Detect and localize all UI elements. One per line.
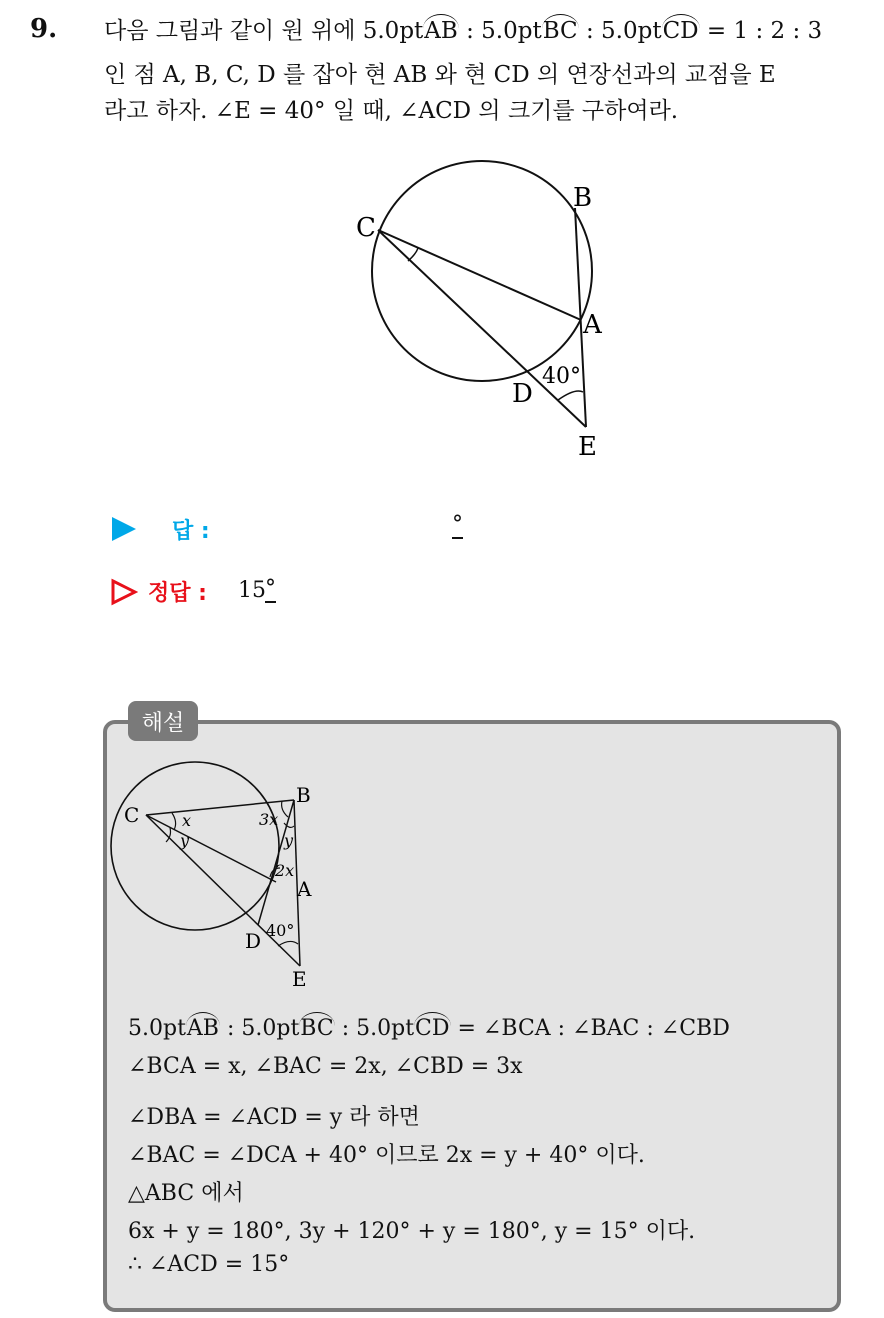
sol-arc-cd: CD	[414, 1012, 450, 1040]
sol-arc-3x	[282, 801, 288, 817]
solution-line-2: ∠BCA = x, ∠BAC = 2x, ∠CBD = 3x	[128, 1054, 523, 1079]
correct-answer-value: 15	[238, 578, 266, 603]
angle-label-40: 40°	[542, 364, 581, 389]
answer-label: 답 :	[172, 519, 210, 544]
label-e: E	[578, 432, 597, 462]
sol-label-a: A	[297, 877, 312, 901]
solution-line-7: ∴ ∠ACD = 15°	[128, 1252, 290, 1277]
answer-input[interactable]: °	[452, 512, 463, 537]
question-number: 9.	[30, 14, 58, 44]
question-line-2: 인 점 A, B, C, D 를 잡아 현 AB 와 현 CD 의 연장선과의 교점을 E	[104, 62, 776, 88]
arc-bc: BC	[542, 14, 579, 43]
sol-label-b: B	[296, 783, 311, 807]
solution-line-1	[128, 1012, 730, 1041]
solution-line-4: ∠BAC = ∠DCA + 40° 이므로 2x = y + 40° 이다.	[128, 1143, 645, 1168]
question-text-1b: = 1 : 2 : 3	[699, 18, 823, 44]
sol-arc-40	[278, 941, 298, 946]
sol-arc-bc: BC	[299, 1012, 334, 1040]
sol-label-d: D	[245, 929, 262, 953]
label-a: A	[583, 310, 602, 340]
sol-sep-1: : 5.0pt	[219, 1016, 300, 1041]
question-line-3: 라고 하자. ∠E = 40° 일 때, ∠ACD 의 크기를 구하여라.	[104, 98, 679, 124]
correct-answer-unit: °	[265, 576, 276, 601]
correct-answer-label: 정답 :	[148, 581, 207, 606]
solution-line-6: 6x + y = 180°, 3y + 120° + y = 180°, y = 15° 이다.	[128, 1219, 696, 1244]
question-text-1a: 다음 그림과 같이 원 위에 5.0pt	[104, 18, 424, 44]
question-sep-2: : 5.0pt	[578, 18, 662, 44]
label-b: B	[573, 183, 593, 213]
sol-angle-40: 40°	[266, 921, 295, 940]
sol-var-y1: y	[180, 831, 190, 850]
sol-arc-x	[172, 813, 176, 830]
sol-arc-ab: AB	[186, 1012, 220, 1040]
sol-label-c: C	[124, 803, 140, 827]
sol-text-1b: = ∠BCA : ∠BAC : ∠CBD	[450, 1016, 730, 1041]
sol-var-3x: 3x	[259, 810, 279, 829]
label-c: C	[356, 213, 376, 243]
sol-var-y2: y	[284, 831, 294, 850]
sol-var-2x: 2x	[275, 861, 295, 880]
arc-cd: CD	[662, 14, 700, 43]
solution-line-5: △ABC 에서	[128, 1181, 244, 1206]
sol-arc-y2	[284, 823, 294, 827]
question-sep-1: : 5.0pt	[458, 18, 542, 44]
arc-ab: AB	[423, 14, 459, 43]
sol-var-x: x	[182, 811, 192, 830]
label-d: D	[512, 379, 533, 409]
solution-tag: 해설	[128, 701, 198, 741]
sol-text-1a: 5.0pt	[128, 1016, 186, 1041]
sol-label-e: E	[292, 967, 307, 991]
sol-seg-c-a	[146, 815, 276, 882]
solution-circle	[111, 762, 279, 930]
solution-line-3: ∠DBA = ∠ACD = y 라 하면	[128, 1105, 420, 1130]
sol-sep-2: : 5.0pt	[334, 1016, 415, 1041]
